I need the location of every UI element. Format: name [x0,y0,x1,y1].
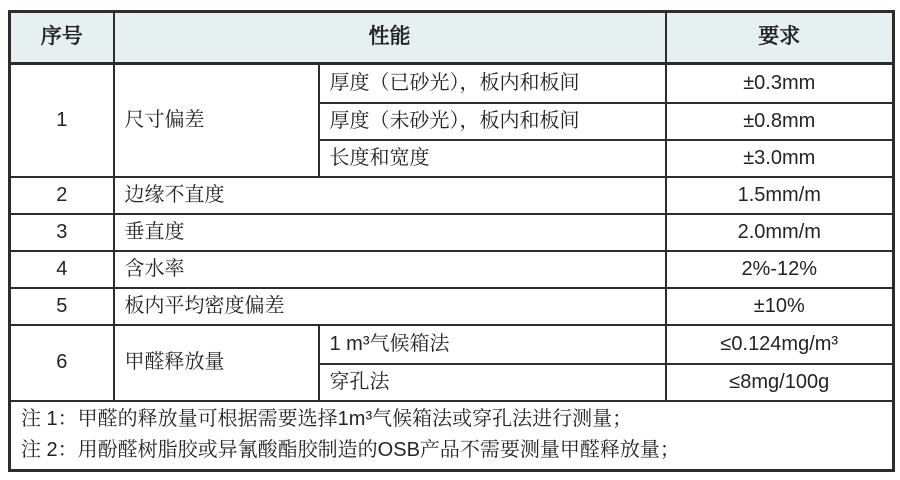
cell-no-1: 1 [10,64,114,177]
col-header-no: 序号 [10,12,114,64]
cell-sub-length-width: 长度和宽度 [319,140,666,177]
note-2: 注 2：用酚醛树脂胶或异氰酸酯胶制造的OSB产品不需要测量甲醛释放量； [21,439,680,462]
cell-no-5: 5 [10,288,114,325]
cell-req-thickness-sanded: ±0.3mm [666,64,894,103]
col-header-requirement: 要求 [666,12,894,64]
table-row-3 [10,214,894,251]
cell-sub-thickness-sanded: 厚度（已砂光），板内和板间 [319,64,666,103]
header-row [10,12,894,64]
cell-category-density-deviation: 板内平均密度偏差 [114,288,666,325]
cell-sub-thickness-unsanded: 厚度（未砂光），板内和板间 [319,103,666,140]
cell-category-edge-straightness: 边缘不直度 [114,177,666,214]
cell-no-6: 6 [10,325,114,401]
cell-category-dimension-deviation: 尺寸偏差 [114,64,319,177]
cell-sub-chamber-method: 1 m³气候箱法 [319,325,666,364]
note-1: 注 1：甲醛的释放量可根据需要选择1m³气候箱法或穿孔法进行测量； [21,408,633,431]
cell-req-squareness: 2.0mm/m [666,214,894,251]
table-row-5 [10,288,894,325]
cell-no-2: 2 [10,177,114,214]
table-row-2 [10,177,894,214]
notes-row [10,401,894,471]
cell-req-perforator-method: ≤8mg/100g [666,364,894,401]
cell-req-length-width: ±3.0mm [666,140,894,177]
cell-req-density-deviation: ±10% [666,288,894,325]
cell-category-squareness: 垂直度 [114,214,666,251]
cell-req-thickness-unsanded: ±0.8mm [666,103,894,140]
col-header-property: 性能 [114,12,666,64]
cell-req-edge-straightness: 1.5mm/m [666,177,894,214]
cell-category-moisture-content: 含水率 [114,251,666,288]
osb-spec-table [8,10,895,472]
cell-no-4: 4 [10,251,114,288]
cell-req-moisture-content: 2%-12% [666,251,894,288]
cell-no-3: 3 [10,214,114,251]
table-row-6a [10,325,894,364]
notes-cell [10,401,894,471]
cell-req-chamber-method: ≤0.124mg/m³ [666,325,894,364]
cell-sub-perforator-method: 穿孔法 [319,364,666,401]
table-row-4 [10,251,894,288]
cell-category-formaldehyde-emission: 甲醛释放量 [114,325,319,401]
table-row-1a [10,64,894,103]
